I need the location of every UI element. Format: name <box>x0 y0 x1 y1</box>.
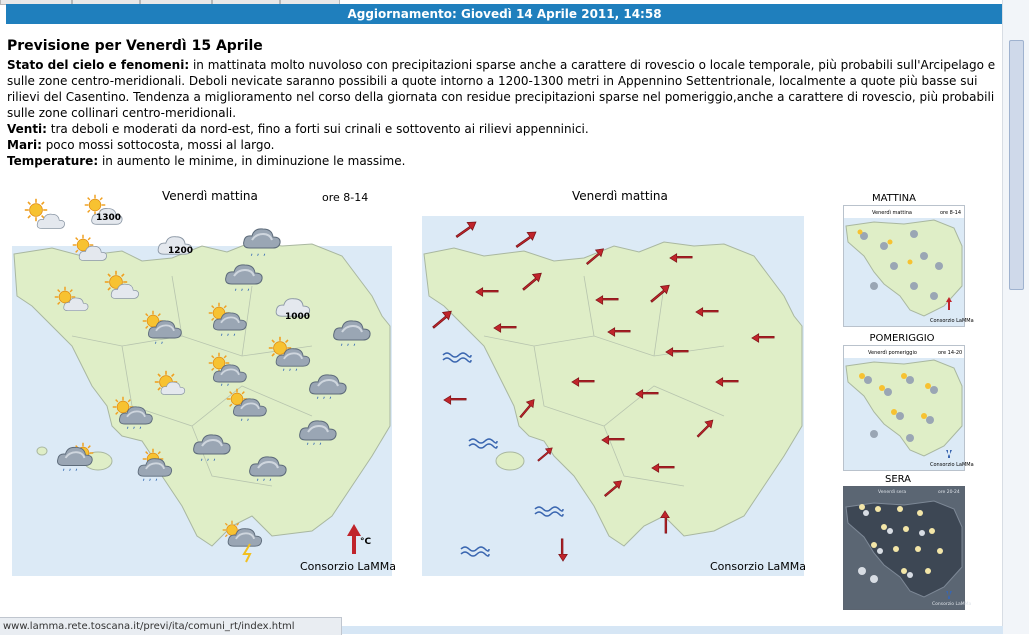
svg-text:ʼ ʼ ʼ: ʼ ʼ ʼ <box>62 468 78 479</box>
wind-map-svg <box>414 186 807 578</box>
weather-map-hours: ore 8-14 <box>322 191 369 204</box>
thumbnail-afternoon[interactable] <box>843 345 974 471</box>
thumb-credit-evening: Consorzio LaMMa <box>932 602 972 607</box>
sky-text: in mattinata molto nuvoloso con precipitazioni sparse anche a carattere di rovescio o locale temporale, più probabili sull'Arcipelago e sulle zone centro-meridionali. Deboli nevicate saranno possibili a quote intorno a 1200-1300 metri in Appennino Settentrionale, localmente a quote più basse sui rilievi del Casentino. Tendenza a miglioramento nel corso della giornata con residue precipitazioni sparse nel pomeriggio,anche a carattere di rovescio, più probabili sulle zone collinari centro-meridionali. <box>7 58 996 120</box>
weather-map[interactable] <box>12 186 397 578</box>
snow-level-1: 1300 <box>96 213 122 223</box>
thumbnail-morning[interactable] <box>843 205 974 327</box>
thumb-hours-evening: ore 20-24 <box>938 490 960 495</box>
thumb-credit-morning: Consorzio LaMMa <box>930 318 974 324</box>
thumb-caption-evening: Venerdì sera <box>878 490 907 495</box>
svg-text:ʼ ʼ ʼ: ʼ ʼ ʼ <box>340 343 356 354</box>
seas-text: poco mossi sottocosta, mossi al largo. <box>41 138 275 152</box>
thumbnail-evening[interactable] <box>843 486 972 610</box>
thumb-label-afternoon: POMERIGGIO <box>869 333 935 344</box>
thumb-label-evening: SERA <box>884 474 912 485</box>
scrollbar-thumb[interactable] <box>1009 40 1024 290</box>
thumbnail-afternoon-svg <box>844 346 974 470</box>
temp-label: Temperature: <box>7 154 99 168</box>
horizontal-scrollbar[interactable] <box>340 626 1003 634</box>
forecast-text <box>7 57 1002 169</box>
thumb-hours-afternoon: ore 14-20 <box>938 350 963 356</box>
thumb-hours-morning: ore 8-14 <box>940 210 962 216</box>
winds-text: tra deboli e moderati da nord-est, fino a forti sui crinali e sottovento ai rilievi appenninici. <box>46 122 589 136</box>
weather-map-credit: Consorzio LaMMa <box>300 560 397 573</box>
sky-label: Stato del cielo e fenomeni: <box>7 58 190 72</box>
wind-map-credit: Consorzio LaMMa <box>710 560 807 573</box>
svg-text:ʼ ʼ: ʼ ʼ <box>220 383 230 394</box>
svg-text:ʼ ʼ ʼ: ʼ ʼ ʼ <box>234 288 250 299</box>
weather-map-title: Venerdì mattina <box>162 189 258 203</box>
status-bar <box>0 617 342 635</box>
svg-text:ʼ ʼ ʼ: ʼ ʼ ʼ <box>142 478 158 489</box>
svg-text:ʼ ʼ: ʼ ʼ <box>240 418 250 429</box>
vertical-scrollbar[interactable] <box>1002 0 1029 634</box>
svg-text:ʼ ʼ: ʼ ʼ <box>154 341 164 352</box>
svg-text:ʼ ʼ ʼ: ʼ ʼ ʼ <box>250 253 266 264</box>
status-url: www.lamma.rete.toscana.it/previ/ita/comuni_rt/index.html <box>3 621 295 632</box>
update-text: Aggiornamento: Giovedì 14 Aprile 2011, 14:58 <box>347 7 662 21</box>
svg-text:ʼ ʼ ʼ: ʼ ʼ ʼ <box>126 426 142 437</box>
svg-text:ʼ ʼ ʼ: ʼ ʼ ʼ <box>220 333 236 344</box>
weather-map-svg <box>12 186 397 578</box>
svg-text:ʼ ʼ ʼ: ʼ ʼ ʼ <box>256 478 272 489</box>
temp-text: in aumento le minime, in diminuzione le massime. <box>98 154 406 168</box>
svg-text:ʼ ʼ ʼ: ʼ ʼ ʼ <box>316 396 332 407</box>
thumb-label-morning: MATTINA <box>871 193 916 204</box>
winds-label: Venti: <box>7 122 47 136</box>
wind-map[interactable] <box>414 186 807 578</box>
svg-text:ʼ ʼ ʼ: ʼ ʼ ʼ <box>200 458 216 469</box>
thumb-caption-afternoon: Venerdì pomeriggio <box>868 350 917 356</box>
seas-label: Mari: <box>7 138 42 152</box>
snow-level-3: 1000 <box>285 312 311 322</box>
svg-text:ʼ ʼ ʼ: ʼ ʼ ʼ <box>306 442 322 453</box>
thumbnail-evening-svg <box>844 487 972 609</box>
temp-symbol: °C <box>360 537 372 547</box>
forecast-title: Previsione per Venerdì 15 Aprile <box>7 38 263 54</box>
thumbnail-morning-svg <box>844 206 974 326</box>
thumb-caption-morning: Venerdì mattina <box>872 210 912 216</box>
update-bar <box>6 4 1003 24</box>
svg-text:ʼ ʼ ʼ: ʼ ʼ ʼ <box>282 368 298 379</box>
wind-map-title: Venerdì mattina <box>572 189 668 203</box>
thumb-credit-afternoon: Consorzio LaMMa <box>930 462 974 468</box>
snow-level-2: 1200 <box>168 246 194 256</box>
